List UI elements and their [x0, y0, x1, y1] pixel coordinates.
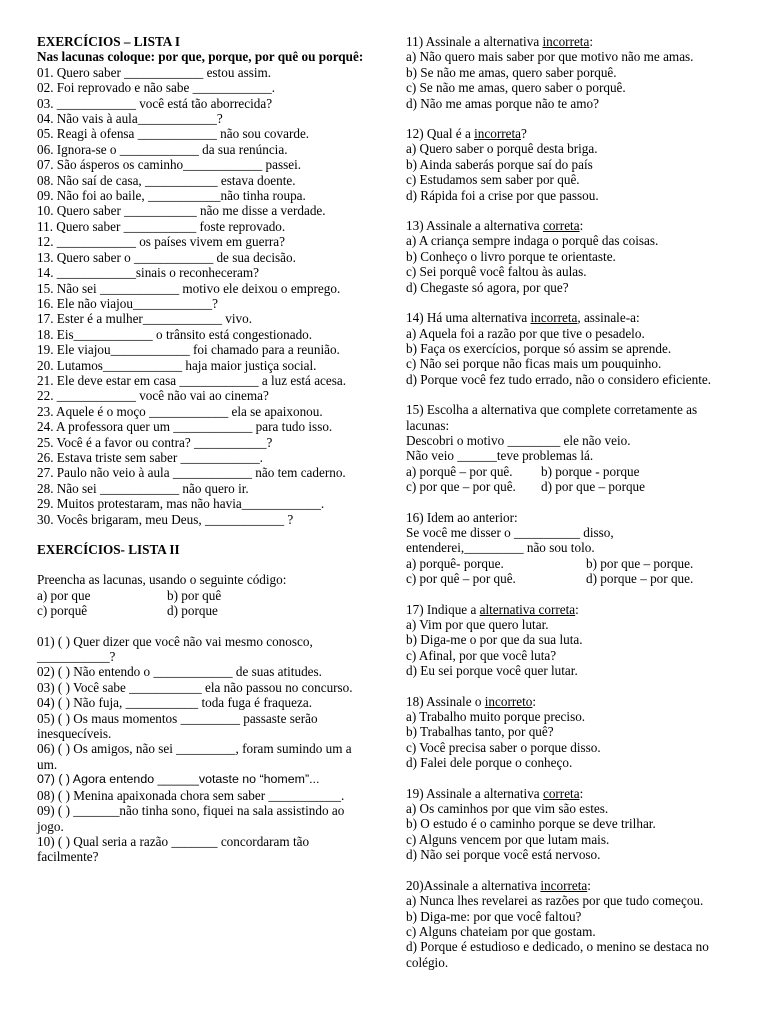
question-12 [406, 126, 731, 203]
question-15-option-b: b) porque - porque [541, 463, 640, 479]
exercise-item: 28. Não sei ____________ não quero ir. [37, 480, 249, 496]
question-18-options [406, 709, 731, 771]
exercise-item: 24. A professora quer um ____________ para tudo isso. [37, 419, 333, 435]
exercise-item: 20. Lutamos____________ haja maior justiça social. [37, 357, 317, 373]
code-row-2 [37, 603, 367, 618]
list1-instruction: Nas lacunas coloque: por que, porque, por quê ou porquê: [37, 49, 364, 65]
answer-option: a) Quero saber o porquê desta briga. [406, 141, 598, 157]
question-16-option-d: d) porque – por que. [586, 571, 694, 587]
question-19 [406, 786, 731, 863]
code-b: b) por quê [167, 587, 222, 603]
exercise-item: 02) ( ) Não entendo o ____________ de suas atitudes. [37, 664, 322, 680]
question-13-title: 13) Assinale a alternativa correta: [406, 218, 584, 234]
exercise-item: 13. Quero saber o ____________ de sua decisão. [37, 249, 296, 265]
exercise-item: 01. Quero saber ____________ estou assim. [37, 64, 272, 80]
answer-option: c) Alguns vencem por que lutam mais. [406, 831, 610, 847]
question-18 [406, 694, 731, 771]
answer-option: d) Não sei porque você está nervoso. [406, 847, 601, 863]
question-16-options-row-2 [406, 571, 731, 586]
exercise-item: 15. Não sei ____________ motivo ele deixou o emprego. [37, 280, 341, 296]
question-16-option-c: c) por quê – por quê. [406, 571, 516, 587]
question-11-options [406, 49, 731, 111]
answer-option: b) Faça os exercícios, porque só assim se aprende. [406, 340, 672, 356]
exercise-item: 23. Aquele é o moço ____________ ela se apaixonou. [37, 403, 323, 419]
exercise-item: 27. Paulo não veio à aula ____________ não tem caderno. [37, 465, 346, 481]
question-11-title: 11) Assinale a alternativa incorreta: [406, 34, 593, 49]
right-column [406, 34, 731, 970]
question-20-options [406, 893, 731, 970]
question-14 [406, 310, 731, 387]
exercise-item: 16. Ele não viajou____________? [37, 295, 218, 311]
question-15-option-a: a) porquê – por quê. [406, 463, 513, 479]
question-15-option-d: d) por que – porque [541, 479, 646, 495]
answer-option: b) Conheço o livro porque te orientaste. [406, 248, 616, 264]
answer-option: b) O estudo é o caminho porque se deve trilhar. [406, 816, 656, 832]
exercise-item: 03. ____________ você está tão aborrecida? [37, 95, 273, 111]
exercise-item: 17. Ester é a mulher____________ vivo. [37, 311, 252, 327]
exercise-item: 30. Vocês brigaram, meu Deus, ____________ ? [37, 511, 294, 527]
answer-option: b) Diga-me o por que da sua luta. [406, 632, 583, 648]
exercise-item: 08. Não saí de casa, ___________ estava doente. [37, 172, 296, 188]
question-15-line-2: Não veio ______teve problemas lá. [406, 448, 594, 464]
question-15 [406, 402, 731, 494]
exercise-item: 03) ( ) Você sabe ___________ ela não passou no concurso. [37, 679, 353, 695]
question-19-title: 19) Assinale a alternativa correta: [406, 785, 584, 801]
question-17-title: 17) Indique a alternativa correta: [406, 601, 579, 617]
answer-option: c) Se não me amas, quero saber o porquê. [406, 80, 626, 96]
exercise-item: 05) ( ) Os maus momentos _________ passaste serão inesquecíveis. [37, 710, 318, 742]
code-row-1 [37, 588, 367, 603]
question-12-options [406, 141, 731, 203]
exercise-item: 02. Foi reprovado e não sabe ____________. [37, 80, 276, 96]
answer-option: a) Trabalho muito porque preciso. [406, 709, 586, 725]
answer-option: c) Estudamos sem saber por quê. [406, 172, 580, 188]
exercise-item: 06. Ignora-se o ____________ da sua renúncia. [37, 141, 288, 157]
question-16-line-2: entenderei,_________ não sou tolo. [406, 540, 595, 556]
answer-option: d) Porque você fez tudo errado, não o considero eficiente. [406, 371, 712, 387]
exercise-item: 09. Não foi ao baile, ___________não tinha roupa. [37, 188, 306, 204]
answer-option: a) Não quero mais saber por que motivo não me amas. [406, 49, 694, 65]
question-20 [406, 878, 731, 970]
list2-items [37, 634, 367, 773]
answer-option: b) Ainda saberás porque saí do país [406, 156, 593, 172]
answer-option: a) Aquela foi a razão por que tive o pesadelo. [406, 325, 645, 341]
list2-instruction: Preencha as lacunas, usando o seguinte código: [37, 572, 287, 588]
answer-option: c) Afinal, por que você luta? [406, 647, 557, 663]
list1-items [37, 65, 367, 527]
question-13-options [406, 233, 731, 295]
answer-option: c) Alguns chateiam por que gostam. [406, 923, 596, 939]
answer-option: d) Chegaste só agora, por que? [406, 279, 569, 295]
question-15-option-c: c) por que – por quê. [406, 479, 516, 495]
answer-option: c) Você precisa saber o porque disso. [406, 739, 601, 755]
exercise-item: 05. Reagi à ofensa ____________ não sou covarde. [37, 126, 310, 142]
answer-option: b) Trabalhas tanto, por quê? [406, 724, 554, 740]
exercise-item: 01) ( ) Quer dizer que você não vai mesmo conosco, ___________? [37, 633, 313, 665]
list2-item-07: 07) ( ) Agora entendo ______votaste no “homem”... [37, 772, 320, 787]
exercise-item: 07. São ásperos os caminho____________ passei. [37, 157, 302, 173]
exercise-item: 10) ( ) Qual seria a razão _______ concordaram tão facilmente? [37, 833, 310, 865]
answer-option: d) Porque é estudioso e dedicado, o menino se destaca no colégio. [406, 939, 709, 970]
exercise-item: 22. ____________ você não vai ao cinema? [37, 388, 269, 404]
question-14-options [406, 326, 731, 388]
exercise-item: 12. ____________ os países vivem em guerra? [37, 234, 285, 250]
list2-title: EXERCÍCIOS- LISTA II [37, 542, 180, 557]
question-11 [406, 34, 731, 111]
exercise-item: 06) ( ) Os amigos, não sei _________, foram sumindo um a um. [37, 741, 352, 772]
answer-option: a) Vim por que quero lutar. [406, 617, 549, 632]
question-15-options-row-1 [406, 464, 731, 479]
exercise-item: 04. Não vais à aula____________? [37, 111, 223, 127]
question-15-title: 15) Escolha a alternativa que complete corretamente as lacunas: [406, 402, 698, 433]
exercise-item: 19. Ele viajou____________ foi chamado para a reunião. [37, 342, 340, 358]
question-16-options-row-1 [406, 556, 731, 571]
answer-option: d) Falei dele porque o conheço. [406, 755, 573, 771]
question-16-title: 16) Idem ao anterior: [406, 509, 518, 525]
exercise-item: 18. Eis____________ o trânsito está congestionado. [37, 326, 313, 342]
question-14-title: 14) Há uma alternativa incorreta, assinale-a: [406, 310, 640, 326]
answer-option: d) Rápida foi a crise por que passou. [406, 187, 599, 203]
answer-option: d) Não me amas porque não te amo? [406, 95, 599, 111]
exercise-item: 08) ( ) Menina apaixonada chora sem saber ___________. [37, 787, 345, 803]
list1-title: EXERCÍCIOS – LISTA I [37, 34, 181, 49]
question-18-title: 18) Assinale o incorreto: [406, 693, 537, 709]
question-16-option-a: a) porquê- porque. [406, 555, 504, 571]
code-c: c) porquê [37, 603, 88, 619]
answer-option: a) A criança sempre indaga o porquê das coisas. [406, 233, 659, 249]
exercise-item: 25. Você é a favor ou contra? ___________? [37, 434, 273, 450]
exercise-item: 09) ( ) _______não tinha sono, fiquei na sala assistindo ao jogo. [37, 803, 345, 834]
exercise-item: 21. Ele deve estar em casa ____________ a luz está acesa. [37, 372, 347, 388]
exercise-item: 26. Estava triste sem saber ____________. [37, 449, 263, 465]
answer-option: b) Se não me amas, quero saber porquê. [406, 64, 617, 80]
exercise-item: 29. Muitos protestaram, mas não havia____________. [37, 496, 325, 512]
question-12-title: 12) Qual é a incorreta? [406, 126, 527, 142]
answer-option: c) Sei porquê você faltou às aulas. [406, 264, 587, 280]
question-16-line-1: Se você me disser o __________ disso, [406, 524, 614, 540]
exercise-item: 04) ( ) Não fuja, ___________ toda fuga é fraqueza. [37, 695, 313, 711]
list2-items-after [37, 788, 367, 865]
answer-option: a) Os caminhos por que vim são estes. [406, 801, 609, 817]
question-13 [406, 218, 731, 295]
answer-option: a) Nunca lhes revelarei as razões por que tudo começou. [406, 893, 704, 909]
exercise-item: 11. Quero saber ___________ foste reprovado. [37, 218, 286, 234]
question-15-options-row-2 [406, 479, 731, 494]
question-17-options [406, 617, 731, 679]
question-20-title: 20)Assinale a alternativa incorreta: [406, 877, 591, 893]
code-a: a) por que [37, 587, 91, 603]
question-17 [406, 602, 731, 679]
code-d: d) porque [167, 603, 218, 619]
question-16 [406, 510, 731, 587]
answer-option: c) Não sei porque não ficas mais um pouquinho. [406, 356, 662, 372]
answer-option: d) Eu sei porque você quer lutar. [406, 663, 578, 679]
answer-option: b) Diga-me: por que você faltou? [406, 908, 582, 924]
question-15-line-1: Descobri o motivo ________ ele não veio. [406, 432, 631, 448]
question-19-options [406, 801, 731, 863]
left-column [37, 34, 367, 865]
exercise-item: 10. Quero saber ___________ não me disse a verdade. [37, 203, 326, 219]
exercise-item: 14. ____________sinais o reconheceram? [37, 265, 259, 281]
question-16-option-b: b) por que – porque. [586, 555, 694, 571]
